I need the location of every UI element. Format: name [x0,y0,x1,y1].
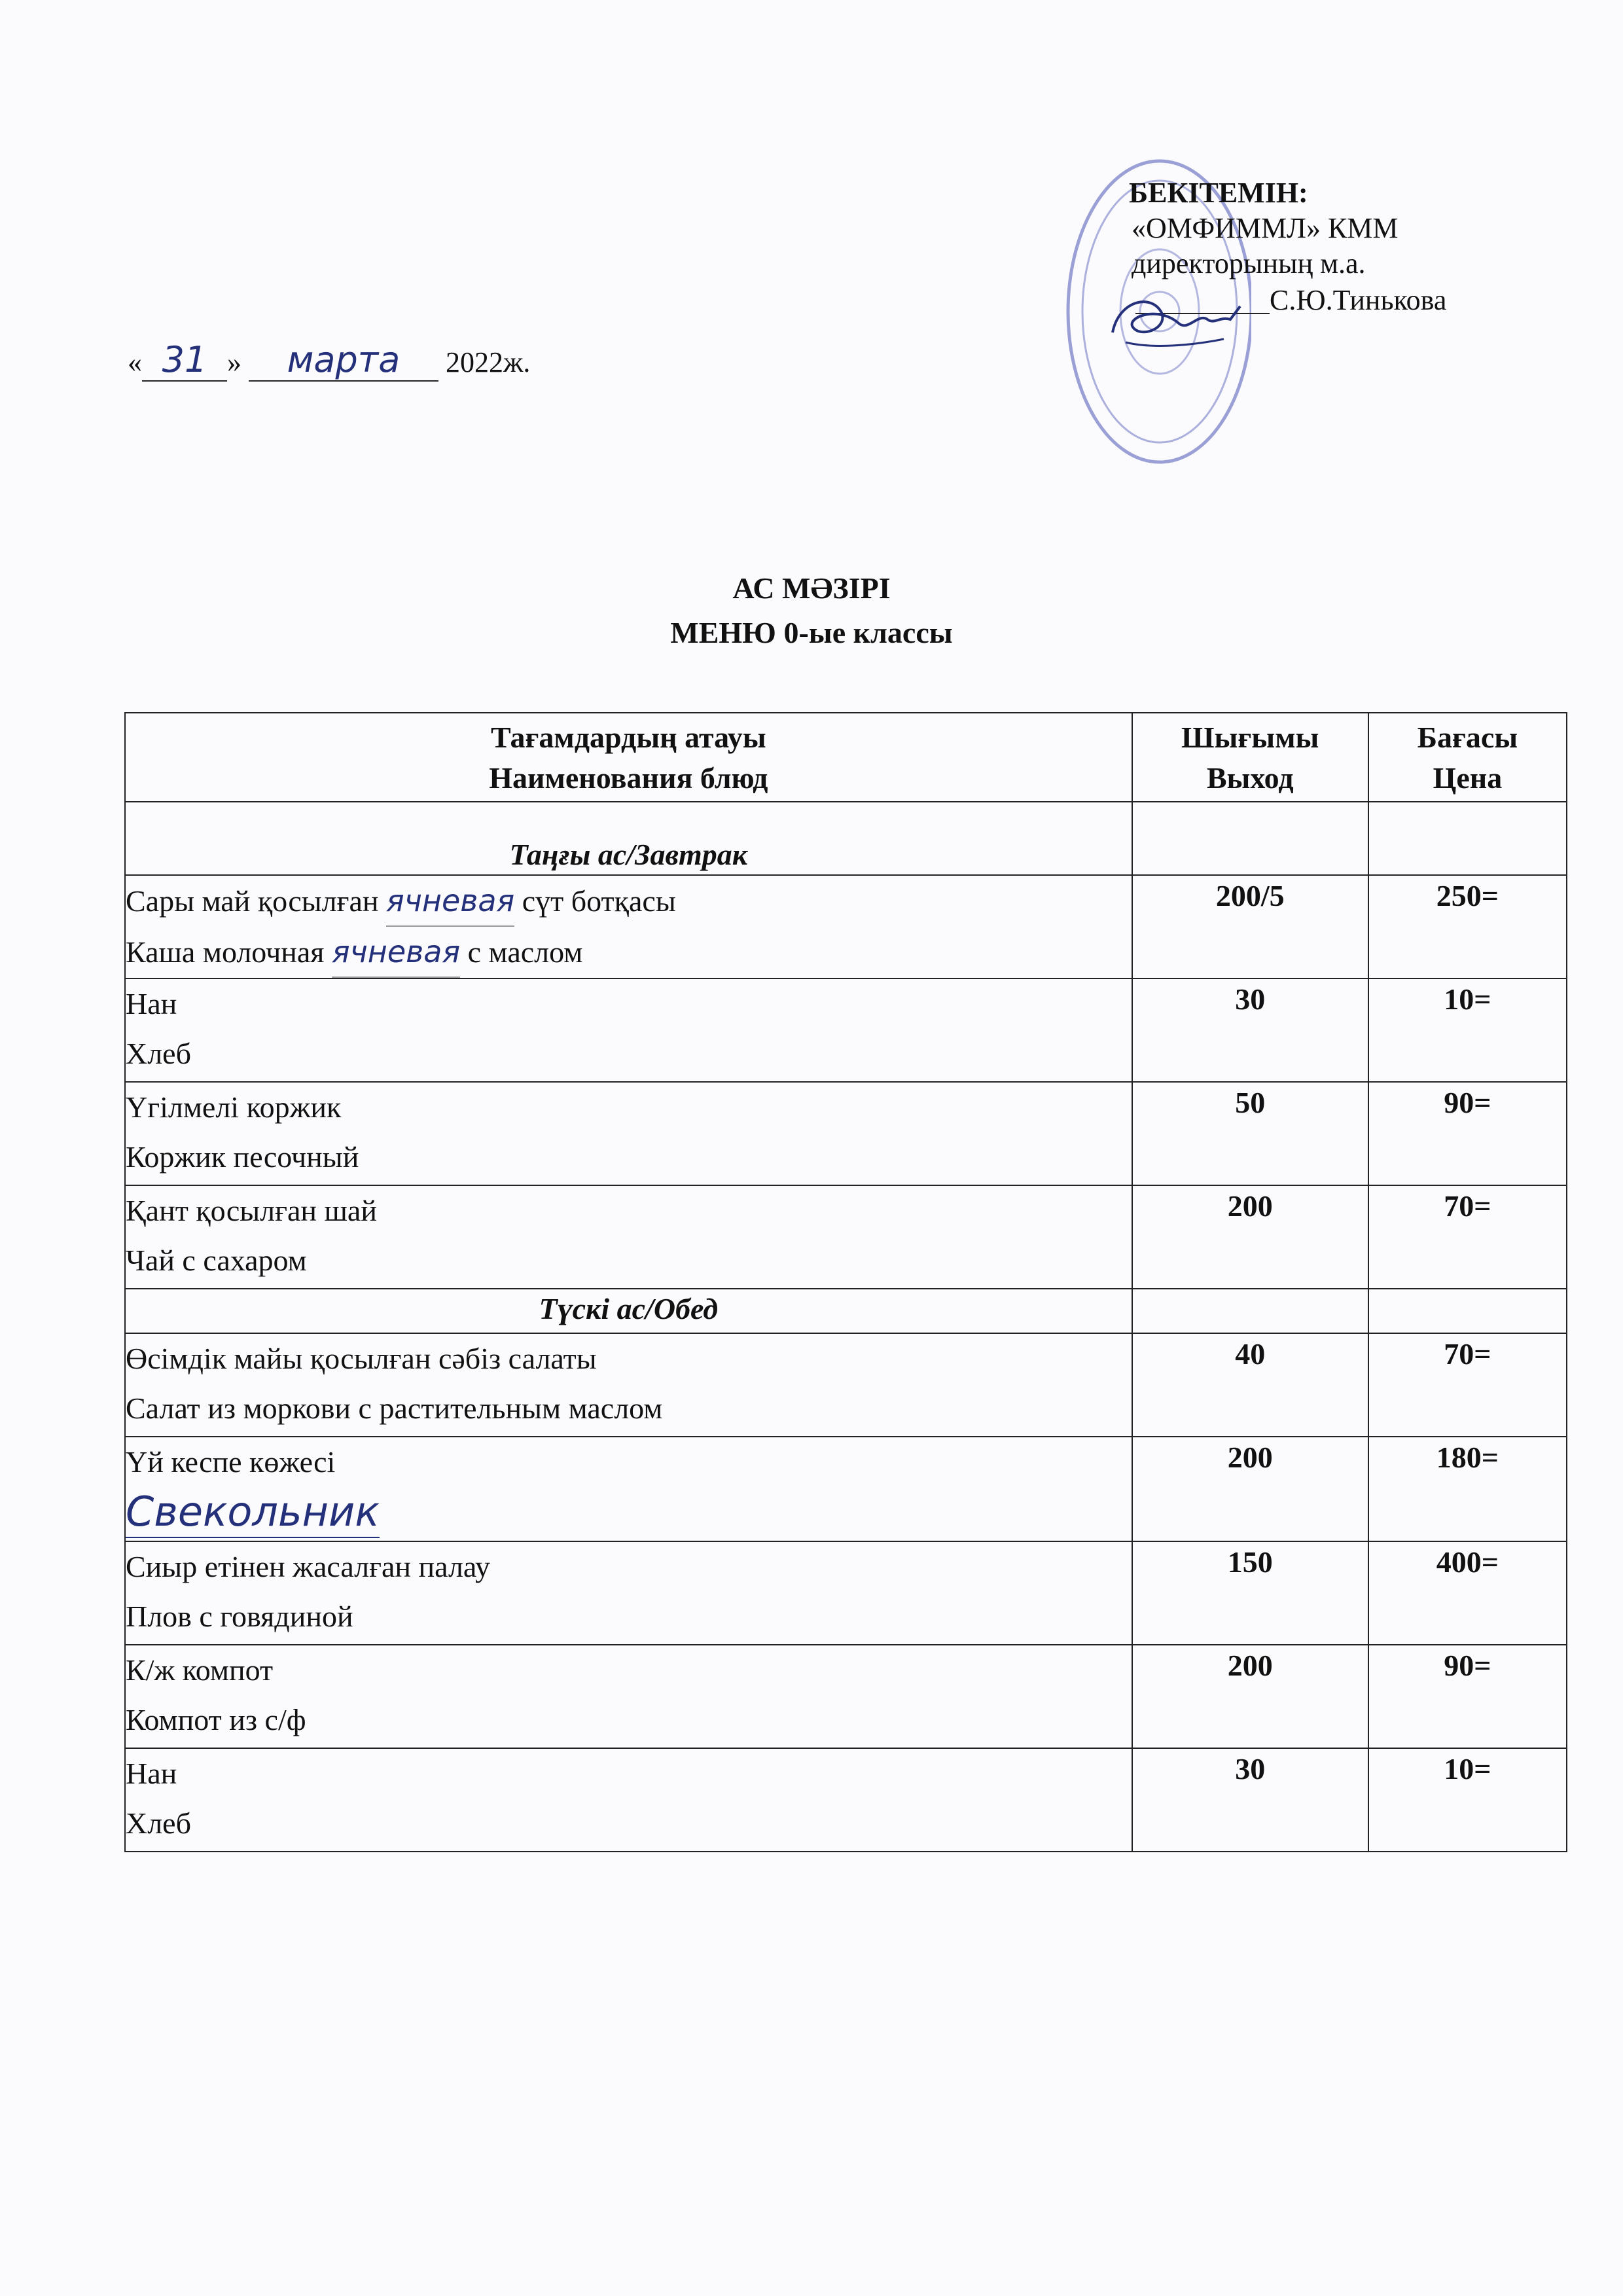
dish-name-ru: Хлеб [126,1806,191,1840]
handwritten-word: ячневая [386,876,514,927]
table-header-row [125,713,1567,802]
price-cell: 180= [1368,1437,1567,1541]
dish-name-ru: Коржик песочный [126,1140,359,1174]
yield-cell: 50 [1132,1082,1368,1185]
approval-title: БЕКІТЕМІН: [1129,177,1308,209]
dish-name-kz: Үй кеспе көжесі [126,1445,336,1479]
dish-name-ru: Компот из с/ф [126,1703,306,1736]
empty-cell [1132,802,1368,875]
table-row [125,1541,1567,1645]
dish-name-cell [125,1645,1132,1748]
dish-name-kz: Нан [126,987,177,1020]
dish-name-kz: К/ж компот [126,1653,274,1687]
table-row [125,1082,1567,1185]
dish-name-ru: Плов с говядиной [126,1600,353,1633]
date-close-quote: » [227,346,241,378]
header-yield [1132,713,1368,802]
section-row-lunch [125,1289,1567,1333]
table-row [125,1437,1567,1541]
date-day: 31 [162,339,207,380]
dish-name-kz: Нан [126,1757,177,1790]
empty-cell [1368,802,1567,875]
dish-name-kz: Қант қосылған шай [126,1194,377,1227]
dish-name-kz: Сиыр етінен жасалған палау [126,1550,490,1583]
price-cell: 90= [1368,1082,1567,1185]
dish-name-kz: Үгілмелі коржик [126,1090,342,1124]
price-cell: 70= [1368,1185,1567,1289]
price-cell: 10= [1368,1748,1567,1852]
price-cell: 250= [1368,875,1567,978]
table-row [125,1645,1567,1748]
approver-name: С.Ю.Тинькова [1270,284,1447,316]
menu-title-ru: МЕНЮ 0-ые классы [670,616,953,649]
price-cell: 70= [1368,1333,1567,1437]
table-row [125,875,1567,978]
table-row [125,978,1567,1082]
price-cell: 90= [1368,1645,1567,1748]
header-yield-kz: Шығымы [1181,721,1319,754]
menu-title-kz: АС МӘЗІРІ [732,571,891,605]
dish-name-cell [125,1437,1132,1541]
dish-name-cell [125,875,1132,978]
approval-position: директорының м.а. [1132,247,1366,279]
table-row [125,1185,1567,1289]
dish-name-ru: Хлеб [126,1037,191,1070]
header-name-kz: Тағамдардың атауы [490,721,766,754]
date-month: марта [287,339,401,380]
section-breakfast: Таңғы ас/Завтрак [125,802,1132,875]
date-open-quote: « [128,346,142,378]
yield-cell: 200 [1132,1437,1368,1541]
dish-name-kz: Өсімдік майы қосылған сәбіз салаты [126,1342,597,1375]
table-row [125,1333,1567,1437]
handwritten-word: ячневая [332,927,460,978]
dish-name-cell [125,1185,1132,1289]
dish-name-ru: Чай с сахаром [126,1244,307,1277]
header-yield-ru: Выход [1206,761,1294,795]
header-price-kz: Бағасы [1417,721,1518,754]
dish-name-cell [125,1748,1132,1852]
header-dish-name [125,713,1132,802]
yield-cell: 200 [1132,1645,1368,1748]
approval-org: «ОМФИММЛ» КММ [1132,212,1399,244]
price-cell: 400= [1368,1541,1567,1645]
dish-name-cell [125,1333,1132,1437]
yield-cell: 30 [1132,1748,1368,1852]
approval-date [128,339,530,382]
dish-name-ru [126,1487,1132,1541]
empty-cell [1132,1289,1368,1333]
section-row-breakfast [125,802,1567,875]
yield-cell: 200 [1132,1185,1368,1289]
dish-name-cell [125,1541,1132,1645]
header-price [1368,713,1567,802]
yield-cell: 40 [1132,1333,1368,1437]
yield-cell: 150 [1132,1541,1368,1645]
header-price-ru: Цена [1433,761,1503,795]
handwritten-signature [1099,287,1250,359]
menu-table [124,712,1567,1852]
header-name-ru: Наименования блюд [489,761,768,795]
date-year: 2022ж. [446,346,531,378]
handwritten-word: Свекольник [126,1487,380,1538]
yield-cell: 200/5 [1132,875,1368,978]
yield-cell: 30 [1132,978,1368,1082]
empty-cell [1368,1289,1567,1333]
dish-name-cell [125,1082,1132,1185]
table-row [125,1748,1567,1852]
dish-name-cell [125,978,1132,1082]
dish-name-kz: Сары май қосылған ячневая сүт ботқасы [126,876,1132,927]
price-cell: 10= [1368,978,1567,1082]
dish-name-ru: Салат из моркови с растительным маслом [126,1391,663,1425]
section-lunch: Түскі ас/Обед [125,1289,1132,1333]
dish-name-ru: Каша молочная ячневая с маслом [126,927,1132,978]
